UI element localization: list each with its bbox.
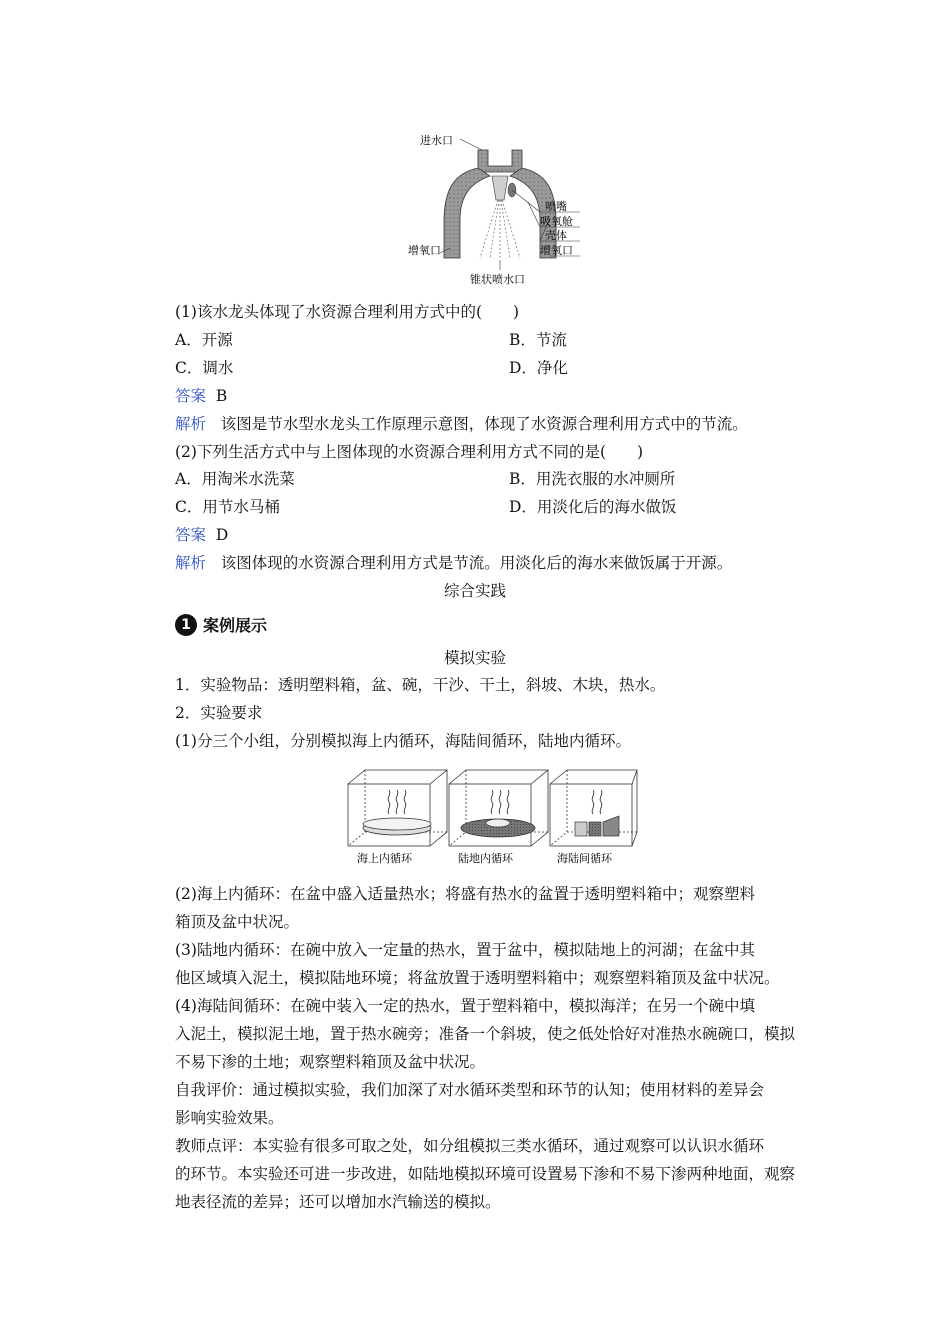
section-title: 综合实践 xyxy=(443,582,506,600)
answer-label: 答案 xyxy=(175,387,207,405)
air-chamber-label: 吸氧舱 xyxy=(540,215,573,228)
para-2-line-1: (2)海上内循环：在盆中盛入适量热水；将盛有热水的盆置于透明塑料箱中；观察塑料 xyxy=(175,885,755,903)
item-2: 2．实验要求 xyxy=(175,704,263,722)
case-heading xyxy=(175,613,267,636)
q1-option-d: D．净化 xyxy=(509,359,568,377)
item-1: 1．实验物品：透明塑料箱，盆、碗，干沙、干土，斜坡、木块，热水。 xyxy=(175,676,666,694)
q1-stem: (1)该水龙头体现了水资源合理利用方式中的( ) xyxy=(175,303,520,321)
q2-option-b: B．用洗衣服的水冲厕所 xyxy=(509,470,676,488)
water-cycle-boxes xyxy=(345,766,645,870)
cone-outlet-label: 锥状喷水口 xyxy=(470,273,525,286)
self-eval-line-2: 影响实验效果。 xyxy=(175,1109,284,1127)
experiment-title: 模拟实验 xyxy=(443,649,506,667)
inlet-label: 进水口 xyxy=(420,134,453,147)
faucet-diagram xyxy=(400,128,600,290)
teacher-line-2: 的环节。本实验还可进一步改进，如陆地模拟环境可设置易下渗和不易下渗两种地面，观察 xyxy=(175,1165,796,1183)
box-label-sea-land: 海陆间循环 xyxy=(557,852,612,865)
answer-value: D xyxy=(215,526,229,544)
para-4-line-3: 不易下渗的土地；观察塑料箱顶及盆中状况。 xyxy=(175,1053,486,1071)
analysis-label: 解析 xyxy=(175,415,207,433)
teacher-line-3: 地表径流的差异；还可以增加水汽输送的模拟。 xyxy=(175,1193,501,1211)
answer-value: B xyxy=(215,387,228,405)
q2-stem: (2)下列生活方式中与上图体现的水资源合理利用方式不同的是( ) xyxy=(175,443,644,461)
para-3-line-2: 他区域填入泥土，模拟陆地环境；将盆放置于透明塑料箱中；观察塑料箱顶及盆中状况。 xyxy=(175,969,780,987)
q1-option-c: C．调水 xyxy=(175,359,234,377)
answer-label: 答案 xyxy=(175,526,207,544)
q2-option-a: A．用淘米水洗菜 xyxy=(175,470,295,488)
para-3-line-1: (3)陆地内循环：在碗中放入一定量的热水，置于盆中，模拟陆地上的河湖；在盆中其 xyxy=(175,941,755,959)
item-3: (1)分三个小组，分别模拟海上内循环，海陆间循环，陆地内循环。 xyxy=(175,732,631,750)
q1-answer xyxy=(175,386,227,406)
analysis-label: 解析 xyxy=(175,554,207,572)
para-4-line-2: 入泥土，模拟泥土地，置于热水碗旁；准备一个斜坡，使之低处恰好对准热水碗碗口，模拟 xyxy=(175,1025,796,1043)
para-2-line-2: 箱顶及盆中状况。 xyxy=(175,913,300,931)
analysis-text: 该图体现的水资源合理利用方式是节流。用淡化后的海水来做饭属于开源。 xyxy=(220,554,733,572)
q2-answer xyxy=(175,525,228,545)
para-4-line-1: (4)海陆间循环：在碗中装入一定的热水，置于塑料箱中，模拟海洋；在另一个碗中填 xyxy=(175,997,755,1015)
q1-option-a: A．开源 xyxy=(175,331,233,349)
shell-label: 壳体 xyxy=(545,229,567,242)
analysis-text: 该图是节水型水龙头工作原理示意图，体现了水资源合理利用方式中的节流。 xyxy=(220,415,748,433)
q1-option-b: B．节流 xyxy=(509,331,567,349)
q2-option-c: C．用节水马桶 xyxy=(175,498,280,516)
oxygen-right-label: 增氧口 xyxy=(540,244,573,257)
q2-analysis xyxy=(175,553,732,573)
case-badge: 1 xyxy=(175,614,197,636)
box-label-sea: 海上内循环 xyxy=(357,852,412,865)
oxygen-left-label: 增氧口 xyxy=(408,244,441,257)
q2-option-d: D．用淡化后的海水做饭 xyxy=(509,498,677,516)
q1-analysis xyxy=(175,414,748,434)
case-title: 案例展示 xyxy=(203,616,268,635)
box-label-land: 陆地内循环 xyxy=(458,852,513,865)
self-eval-line-1: 自我评价：通过模拟实验，我们加深了对水循环类型和环节的认知；使用材料的差异会 xyxy=(175,1081,765,1099)
nozzle-label: 喷嘴 xyxy=(545,200,567,213)
teacher-line-1: 教师点评：本实验有很多可取之处，如分组模拟三类水循环，通过观察可以认识水循环 xyxy=(175,1137,765,1155)
